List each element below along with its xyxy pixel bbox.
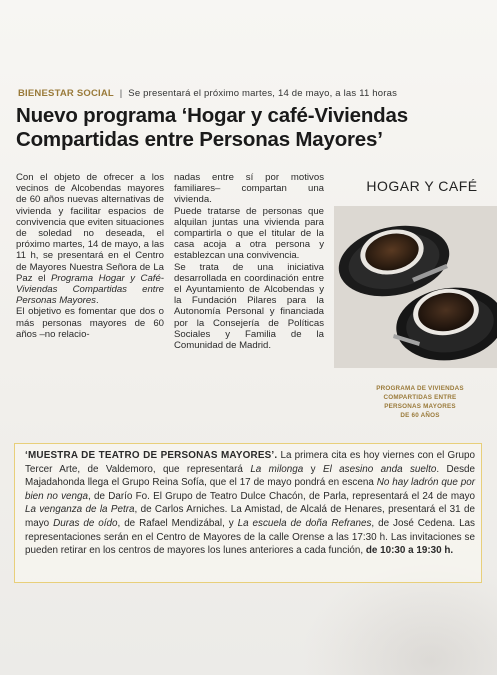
body-text: . (95, 295, 99, 307)
notice-text: , de Darío Fo. El Grupo de Teatro Dulce Chacón, de Parla, representará el 24 de mayo (88, 490, 475, 502)
notice-text: , de Carlos Arniches. La Amistad, de Alcalá de Henares, presentará el 31 de mayo (25, 504, 475, 529)
theatre-notice-text (25, 449, 475, 558)
body-column-1 (16, 172, 164, 340)
notice-lead: ‘MUESTRA DE TEATRO DE PERSONAS MAYORES’. (25, 450, 278, 461)
notice-text: y (303, 463, 323, 475)
body-paragraph: Puede tratarse de personas que alquilan juntas una vivienda para compartirla o que el titular de la casa acoja a otra persona y establezcan una convivencia. (174, 205, 324, 262)
play-title: La escuela de doña Refranes (237, 517, 372, 529)
notice-text: . Desde Majadahonda llega el Grupo Reina Sofía, que el 17 de mayo pondrá en escena (25, 463, 475, 489)
program-name: Programa Hogar y Café-Viviendas Compartidas entre Personas Mayores (16, 272, 164, 307)
headline-line-2: Compartidas entre Personas Mayores’ (16, 128, 383, 151)
notice-text: , de José Cedena. Las representaciones serán en el Centro de Mayores de la calle Orense a las 17:30 h. Las invitaciones se pueden retirar en los centros de mayores los lunes anteriores a cada función, (25, 517, 475, 557)
body-column-2 (174, 172, 324, 351)
play-title: La milonga (250, 463, 304, 475)
caption-line: COMPARTIDAS ENTRE (383, 394, 457, 401)
body-paragraph (16, 172, 164, 306)
notice-text: , de Rafael Mendizábal, y (117, 517, 238, 529)
kicker-separator: | (119, 88, 123, 99)
coffee-cups-photo (334, 206, 497, 368)
caption-line: DE 60 AÑOS (400, 412, 440, 419)
section-label: BIENESTAR SOCIAL (18, 88, 114, 99)
body-paragraph: El objetivo es fomentar que dos o más personas mayores de 60 años –no relacio- (16, 306, 164, 340)
pickup-hours: de 10:30 a 19:30 h. (365, 545, 454, 557)
caption-line: PROGRAMA DE VIVIENDAS (376, 385, 464, 392)
notice-text: La primera cita es hoy viernes con el Grupo Tercer Arte, de Valdemoro, que representará (25, 450, 475, 475)
play-title: La venganza de la Petra (25, 504, 135, 516)
kicker-text: Se presentará el próximo martes, 14 de mayo, a las 11 horas (128, 88, 398, 99)
body-paragraph: nadas entre sí por motivos familiares– compartan una vivienda. (174, 172, 324, 206)
play-title: No hay ladrón que por bien no venga (25, 477, 475, 502)
article-kicker (18, 88, 488, 99)
headline-line-1: Nuevo programa ‘Hogar y café-Viviendas (16, 104, 408, 127)
coffee-cups-illustration (334, 206, 497, 368)
play-title: Duras de oído (53, 517, 118, 529)
sidebar-title: HOGAR Y CAFÉ (366, 178, 478, 194)
body-paragraph: Se trata de una iniciativa desarrollada en coordinación entre el Ayuntamiento de Alcobendas y la Fundación Pilares para la Autonomía Personal y financiada por la Consejería de Políticas Sociales y Familia de la Comunidad de Madrid. (174, 261, 324, 352)
body-text: Con el objeto de ofrecer a los vecinos de Alcobendas mayores de 60 años nuevas alternativas de vivienda y facilitar espacios de convivencia que eviten situaciones de soledad no deseada, el próximo martes, 14 de mayo, a las 11 h, se presentará en el Centro de Mayores Nuestra Señora de La Paz el (16, 172, 164, 284)
photo-caption (355, 384, 485, 420)
play-title: El asesino anda suelto (323, 463, 437, 475)
caption-line: PERSONAS MAYORES (384, 403, 456, 410)
article-headline (16, 104, 486, 152)
